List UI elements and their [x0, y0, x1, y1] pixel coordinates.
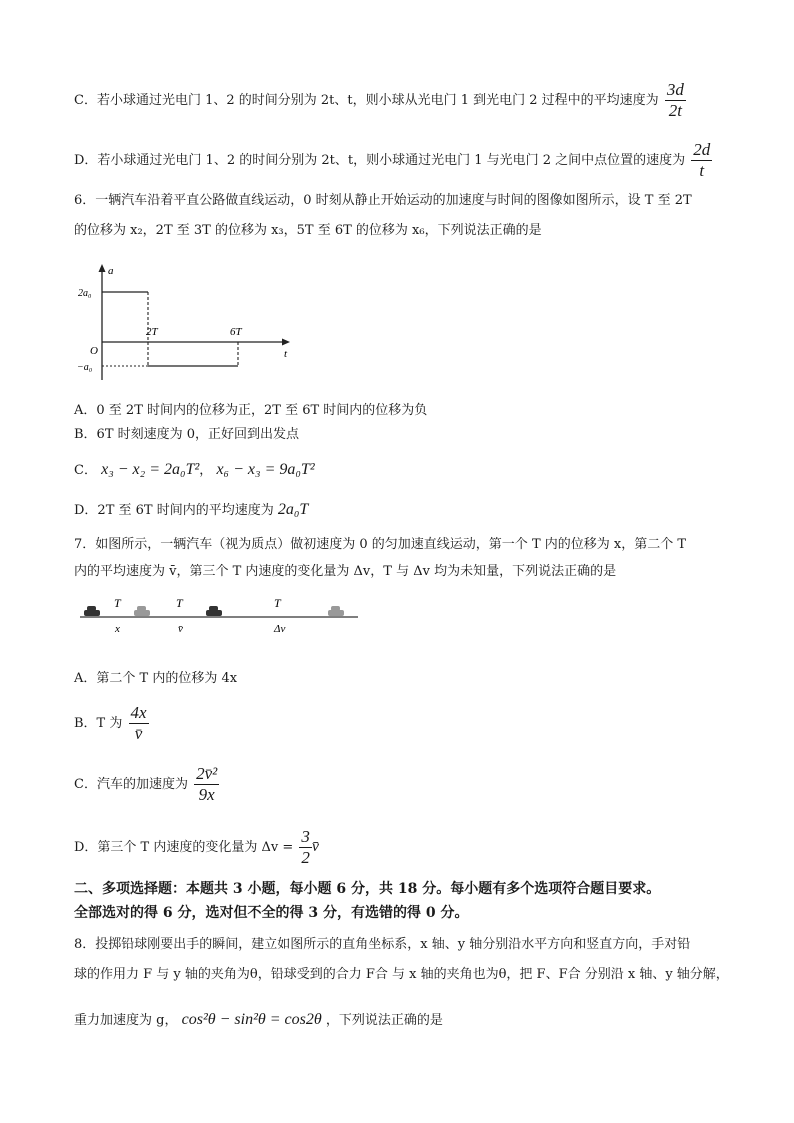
car-icon-4	[328, 606, 344, 616]
q6-option-a: A．0 至 2T 时间内的位移为正，2T 至 6T 时间内的位移为负	[74, 403, 428, 418]
y-axis-label: a	[108, 265, 114, 277]
q7-stem-line2: 内的平均速度为 v̄，第三个 T 内速度的变化量为 Δv，T 与 Δv 均为未知量，下列说法正确的是	[74, 564, 617, 579]
q6-option-d: D．2T 至 6T 时间内的平均速度为 2a₀T	[74, 501, 309, 518]
q8-line3: 重力加速度为 g， cos²θ − sin²θ = cos2θ ，下列说法正确的是	[74, 1011, 443, 1028]
fig-T2: T	[176, 596, 183, 610]
x-axis-label: t	[284, 348, 288, 360]
q7-option-a: A．第二个 T 内的位移为 4x	[74, 671, 238, 686]
origin-label: O	[90, 345, 98, 357]
fig-x: x	[115, 623, 120, 635]
x-axis-arrow-icon	[282, 339, 290, 346]
q7-option-d-fraction: $\frac{3}{2}$	[301, 827, 310, 867]
q7-option-b: B．T 为 $\frac{4x}{v̄}$	[74, 703, 147, 743]
q7-option-b-fraction: $\frac{4x}{v̄}$	[130, 703, 147, 743]
q5-option-c: C．若小球通过光电门 1、2 的时间分别为 2t、t，则小球从光电门 1 到光电门 2 过程中的平均速度为 $\frac{3d}{2t}$	[74, 80, 684, 120]
q7-car-figure	[74, 592, 370, 640]
section2-heading-line1: 二、多项选择题：本题共 3 小题，每小题 6 分，共 18 分。每小题有多个选项符合题目要求。	[74, 881, 661, 897]
q7-option-c: C．汽车的加速度为 $\frac{\text{2v̄²}}{9x}$	[74, 764, 218, 804]
q6-option-c: C． x₃ − x₂ = 2a₀T²， x₆ − x₃ = 9a₀T²	[74, 461, 315, 478]
tick-6T: 6T	[230, 326, 242, 338]
fig-delta-v: Δv	[274, 623, 286, 635]
q5-option-c-fraction: $\frac{3d}{2t}$	[666, 80, 684, 120]
q7-stem-line1: 7．如图所示，一辆汽车（视为质点）做初速度为 0 的匀加速直线运动，第一个 T 内的位移为 x，第二个 T	[74, 537, 687, 552]
q6-stem-line1: 6．一辆汽车沿着平直公路做直线运动，0 时刻从静止开始运动的加速度与时间的图像如图所示，设 T 至 2T	[74, 193, 692, 208]
q7-option-c-fraction: $\frac{\text{2v̄²}}{9x}$	[196, 764, 218, 804]
label-2a0: 2a₀	[78, 288, 92, 299]
tick-2T: 2T	[146, 326, 158, 338]
car-icon-1	[84, 606, 100, 616]
q6-option-b: B．6T 时刻速度为 0，正好回到出发点	[74, 427, 300, 442]
fig-T3: T	[274, 596, 281, 610]
q7-option-d: D．第三个 T 内速度的变化量为 Δv = $\frac{3}{2}$ v̄	[74, 827, 319, 867]
q8-line1: 8．投掷铅球刚要出手的瞬间，建立如图所示的直角坐标系，x 轴、y 轴分别沿水平方向和竖直方向，手对铅	[74, 937, 691, 952]
label-minus-a0: −a₀	[77, 362, 93, 373]
fig-vbar: v̄	[178, 623, 183, 635]
car-icon-3	[206, 606, 222, 616]
section2-heading-line2: 全部选对的得 6 分，选对但不全的得 3 分，有选错的得 0 分。	[74, 905, 469, 921]
q5-option-d: D．若小球通过光电门 1、2 的时间分别为 2t、t，则小球通过光电门 1 与光电门 2 之间中点位置的速度为 $\frac{2d}{t}$	[74, 140, 711, 180]
q6-acceleration-graph	[74, 262, 304, 384]
q6-stem-line2: 的位移为 x₂，2T 至 3T 的位移为 x₃，5T 至 6T 的位移为 x₆，下列说法正确的是	[74, 223, 542, 238]
car-icon-2	[134, 606, 150, 616]
y-axis-arrow-icon	[99, 264, 106, 272]
q5-option-d-fraction: $\frac{2d}{t}$	[693, 140, 711, 180]
q8-line2: 球的作用力 F 与 y 轴的夹角为θ，铅球受到的合力 F合 与 x 轴的夹角也为θ，把 F、F合 分别沿 x 轴、y 轴分解，	[74, 967, 729, 982]
fig-T1: T	[114, 596, 121, 610]
